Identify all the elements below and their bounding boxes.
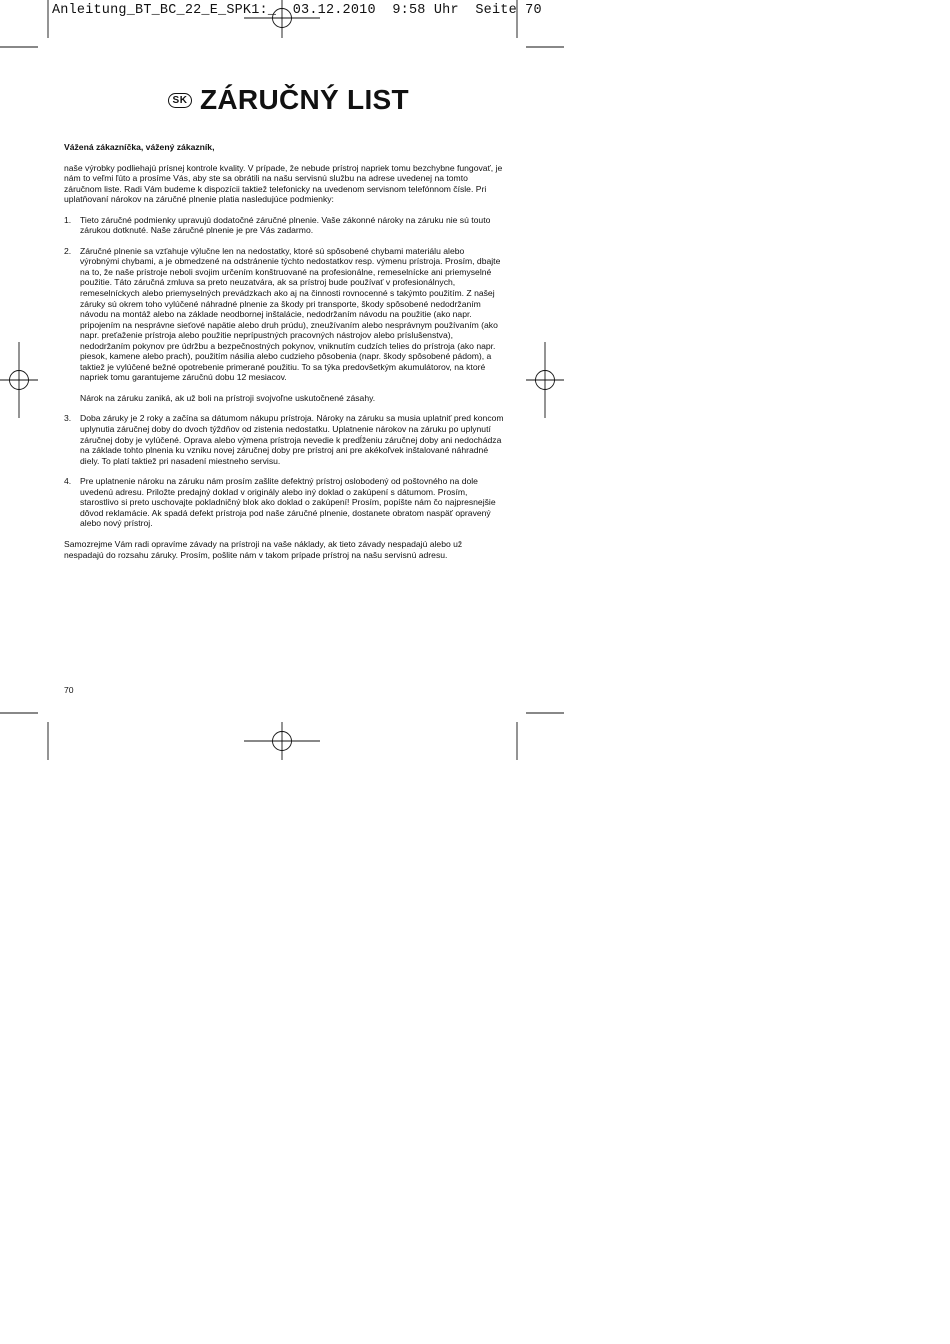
condition-item-1	[64, 215, 504, 236]
condition-item-4	[64, 476, 504, 529]
condition-item-2	[64, 246, 504, 404]
intro-paragraph: naše výrobky podliehajú prísnej kontrole kvality. V prípade, že nebude prístroj napriek tomu bezchybne fungovať, je nám to veľmi ľúto a prosíme Vás, aby ste sa obrátili na našu servisnú službu na adrese uvedenej na tomto záručnom liste. Radi Vám budeme k dispozícii taktiež telefonicky na uvedenom servisnom telefónnom čísle. Pri uplatňovaní nárokov na záručné plnenie platia nasledujúce podmienky:	[64, 162, 503, 205]
title-block	[168, 84, 409, 116]
warranty-text	[64, 142, 504, 570]
item-paragraph: Nárok na záruku zaniká, ak už boli na prístroji svojvoľne uskutočnené zásahy.	[80, 392, 376, 403]
language-badge: SK	[168, 93, 192, 108]
print-header: Anleitung_BT_BC_22_E_SPK1:_ 03.12.2010 9:58 Uhr Seite 70	[52, 3, 542, 18]
item-paragraph: Záručné plnenie sa vzťahuje výlučne len na nedostatky, ktoré sú spôsobené chybami materiálu alebo výrobnými chybami, a je obmedzené na odstránenie týchto nedostatkov resp. výmenu prístroja. Prosím, dbajte na to, že naše prístroje neboli svojim určením konštruované na profesionálne, remeselnícke ani priemyselné použitie. Táto záručná zmluva sa preto neuzatvára, ak sa prístroj bude používať v profesionálnych, remeselníckych alebo priemyselných prevádzkach ako aj na činnosti rovnocenné s takýmto použitím. Z našej záruky sú okrem toho vylúčené náhradné plnenie za škody pri transporte, škody spôsobené nedodržaním návodu na montáž alebo na základe neodbornej inštalácie, nedodržaním návodu na použitie (ako napr. pripojením na nesprávne sieťové napätie alebo druh prúdu), zneužívaním alebo nesprávnym používaním (ako napr. preťaženie prístroja alebo použitie neprípustných pracovných nástrojov alebo príslušenstva), nedodržaním pokynov pre údržbu a bezpečnostných pokynov, vniknutím cudzích telies do prístroja (ako napr. piesok, kamene alebo prach), použitím násilia alebo cudzieho pôsobenia (napr. škody spôsobené pádom), a taktiež je vylúčené bežné opotrebenie primerané použitiu. To sa týka predovšetkým akumulátorov, na ktoré napriek tomu garantujeme záručnú dobu 12 mesiacov.	[80, 245, 501, 383]
item-paragraph: Pre uplatnenie nároku na záruku nám prosím zašlite defektný prístroj oslobodený od poštovného na dole uvedenú adresu. Priložte predajný doklad v originály alebo iný doklad o zakúpení s dátumom. Prosím, starostlivo si preto uschovajte pokladničný blok ako doklad o zakúpení! Prosím, popíšte nám čo najpresnejšie dôvod reklamácie. Ak spadá defekt prístroja pod naše záručné plnenie, dostanete obratom naspäť opravený alebo nový prístroj.	[80, 476, 496, 529]
closing-paragraph: Samozrejme Vám radi opravíme závady na prístroji na vaše náklady, ak tieto závady nespadajú alebo už nespadajú do rozsahu záruky. Prosím, pošlite nám v takom prípade prístroj na našu servisnú adresu.	[64, 538, 463, 560]
greeting: Vážená zákazníčka, vážený zákazník,	[64, 142, 215, 152]
page-number: 70	[64, 685, 74, 695]
condition-item-3	[64, 413, 504, 466]
page-title: ZÁRUČNÝ LIST	[200, 84, 409, 115]
item-paragraph: Doba záruky je 2 roky a začína sa dátumom nákupu prístroja. Nároky na záruku sa musia uplatniť pred koncom uplynutia záručnej doby do dvoch týždňov od zistenia nedostatku. Uplatnenie nárokov na záruku po uplynutí záručnej doby je vylúčené. Oprava alebo výmena prístroja nevedie k predĺženiu záručnej doby ani nedochádza na základe tohto plnenia ku vzniku novej záručnej doby pre prístroj ani pre akékoľvek inštalované náhradné diely. To platí taktiež pri nasadení miestneho servisu.	[80, 413, 504, 466]
item-number: 1.	[64, 214, 72, 225]
item-number: 2.	[64, 245, 72, 256]
item-number: 4.	[64, 476, 72, 487]
item-number: 3.	[64, 413, 72, 424]
item-paragraph: Tieto záručné podmienky upravujú dodatočné záručné plnenie. Vaše zákonné nároky na záruku nie sú touto zárukou dotknuté. Naše záručné plnenie je pre Vás zadarmo.	[80, 214, 491, 236]
